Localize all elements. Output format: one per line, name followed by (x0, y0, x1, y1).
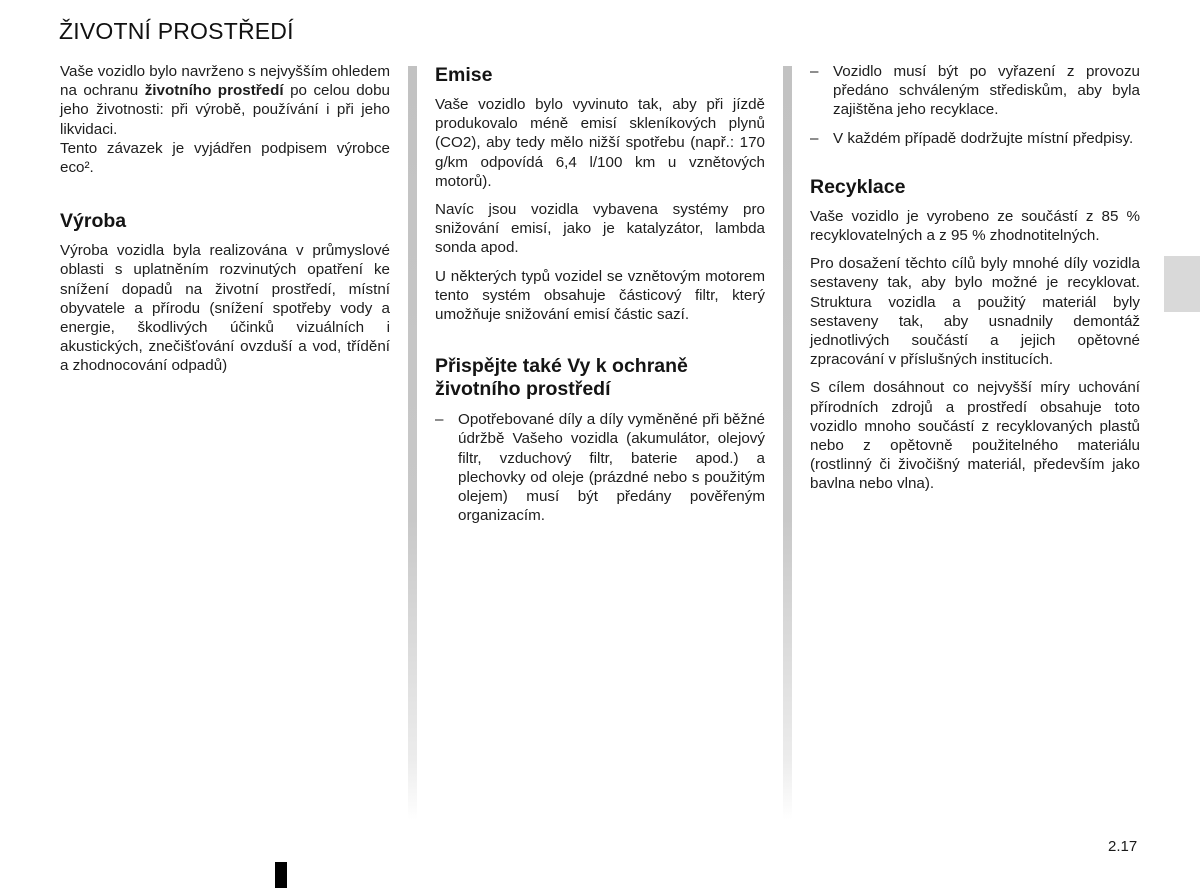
dash-bullet: – (810, 63, 819, 80)
emise-paragraph-1: Vaše vozidlo bylo vyvinuto tak, aby při jízdě produkovalo méně emisí skleníkových plynů (CO2), aby tedy mělo nižší spotřebu (např.: 170 g/km odpovídá 6,4 l/100 km u vznětových motorů). (435, 96, 765, 190)
dash-bullet: – (435, 411, 444, 429)
prispejte-heading: Přispějte také Vy k ochraně životního prostředí (435, 355, 688, 401)
recyklace-paragraph-1: Vaše vozidlo je vyrobeno ze součástí z 85 % recyklovatelných a z 95 % zhodnotitelných. (810, 207, 1140, 245)
recyklace-paragraph-2: Pro dosažení těchto cílů byly mnohé díly vozidla sestaveny tak, aby bylo možné je recyklovat. Struktura vozidla a použitý materiál byly sestaveny tak, aby usnadnily demontáž jednotlivých součástí a jejich opětovné zpracování v příslušných institucích. (810, 255, 1140, 369)
intro-text-end: po celou dobu jeho životnosti: při výrobě, používání i při jeho likvidaci. (60, 82, 391, 138)
page-title: ŽIVOTNÍ PROSTŘEDÍ (59, 18, 294, 44)
emise-paragraph-2: Navíc jsou vozidla vybavena systémy pro snižování emisí, jako je katalyzátor, lambda sonda apod. (435, 201, 765, 257)
list-item-text: V každém případě dodržujte místní předpisy. (833, 129, 1134, 147)
list-item (810, 62, 1140, 120)
vyroba-heading: Výroba (60, 210, 127, 233)
intro-eco-text: Tento závazek je vyjádřen podpisem výrobce eco². (60, 139, 390, 177)
emise-heading: Emise (435, 64, 493, 86)
dash-bullet: – (810, 129, 819, 147)
intro-bold-text: životního prostředí (144, 82, 284, 100)
intro-text-start: Vaše vozidlo bylo navrženo s nejvyšším ohledem na ochranu (60, 63, 390, 100)
list-item (435, 410, 765, 525)
page-number: 2.17 (1108, 838, 1138, 855)
vyroba-paragraph: Výroba vozidla byla realizována v průmyslové oblasti s uplatněním rozvinutých opatření ke snížení dopadů na životní prostředí, místní obyvatele a přírodu (snížení spotřeby vody a energie, škodlivých účinků vizuálních i akustických, znečišťování ovzduší a vod, třídění a zhodnocování odpadů) (60, 242, 390, 375)
recyklace-heading: Recyklace (810, 175, 906, 198)
intro-paragraph (60, 62, 390, 177)
column-divider-left (408, 66, 417, 820)
list-item-text: Vozidlo musí být po vyřazení z provozu předáno schváleným střediskům, aby byla zajištěna jeho recyklace. (833, 63, 1140, 119)
emise-paragraph-3: U některých typů vozidel se vznětovým motorem tento systém obsahuje částicový filtr, který umožňuje snižování emisí částic sazí. (435, 267, 765, 324)
section-tab-marker (1164, 256, 1200, 312)
list-item (810, 129, 1140, 148)
list-item-text: Opotřebované díly a díly vyměněné při běžné údržbě Vašeho vozidla (akumulátor, olejový filtr, vzduchový filtr, baterie apod.) a plechovky od oleje (prázdné nebo s použitým olejem) musí být předány pověřeným organizacím. (458, 411, 765, 525)
column-2 (435, 62, 765, 534)
column-divider-right (783, 66, 792, 820)
print-registration-mark (275, 862, 287, 888)
recyklace-paragraph-3: S cílem dosáhnout co nejvyšší míry uchování přírodních zdrojů a prostředí obsahuje toto vozidlo mnoho součástí z recyklovaných plastů nebo z opětovně použitelného materiálu (rostlinný či živočišný materiál, především jako bavlna nebo vlna). (810, 379, 1140, 493)
column-3 (810, 62, 1140, 503)
column-1 (60, 62, 390, 385)
